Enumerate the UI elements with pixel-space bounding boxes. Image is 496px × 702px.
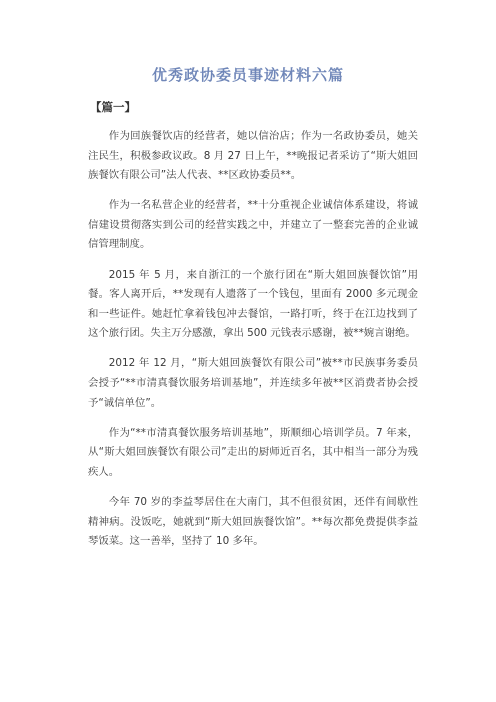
paragraph: 2015 年 5 月，来自浙江的一个旅行团在“斯大姐回族餐饮馆”用餐。客人离开后，**发现有人遗落了一个钱包，里面有 2000 多元现金和一些证件。她赶忙拿着钱包冲去餐馆，一路打听，终于在江边找到了这个旅行团。失主万分感激，拿出 500 元钱表示感谢，被**婉言谢绝。 (88, 268, 418, 340)
section-label: 【篇一】 (90, 100, 136, 114)
paragraph: 作为“**市清真餐饮服务培训基地”，斯顺细心培训学员。7 年来，从“斯大姐回族餐饮有限公司”走出的厨师近百名，其中相当一部分为残疾人。 (88, 426, 418, 478)
document-body (88, 127, 418, 562)
document-title: 优秀政协委员事迹材料六篇 (151, 66, 344, 84)
paragraph: 作为回族餐饮店的经营者，她以信治店；作为一名政协委员，她关注民生，积极参政议政。8 月 27 日上午，**晚报记者采访了“斯大姐回族餐饮有限公司”法人代表、**区政协委员**。 (88, 130, 418, 182)
paragraph: 今年 70 岁的李益琴居住在大南门，其不但很贫困，还伴有间歇性精神病。没饭吃，她就到“斯大姐回族餐饮馆”。**每次都免费提供李益琴饭菜。这一善举，坚持了 10 多年。 (88, 496, 418, 548)
paragraph: 作为一名私营企业的经营者，**十分重视企业诚信体系建设，将诚信建设贯彻落实到公司的经营实践之中，并建立了一整套完善的企业诚信管理制度。 (88, 199, 418, 251)
paragraph: 2012 年 12 月，“斯大姐回族餐饮有限公司”被**市民族事务委员会授予“**市清真餐饮服务培训基地”，并连续多年被**区消费者协会授予“诚信单位”。 (88, 357, 418, 409)
